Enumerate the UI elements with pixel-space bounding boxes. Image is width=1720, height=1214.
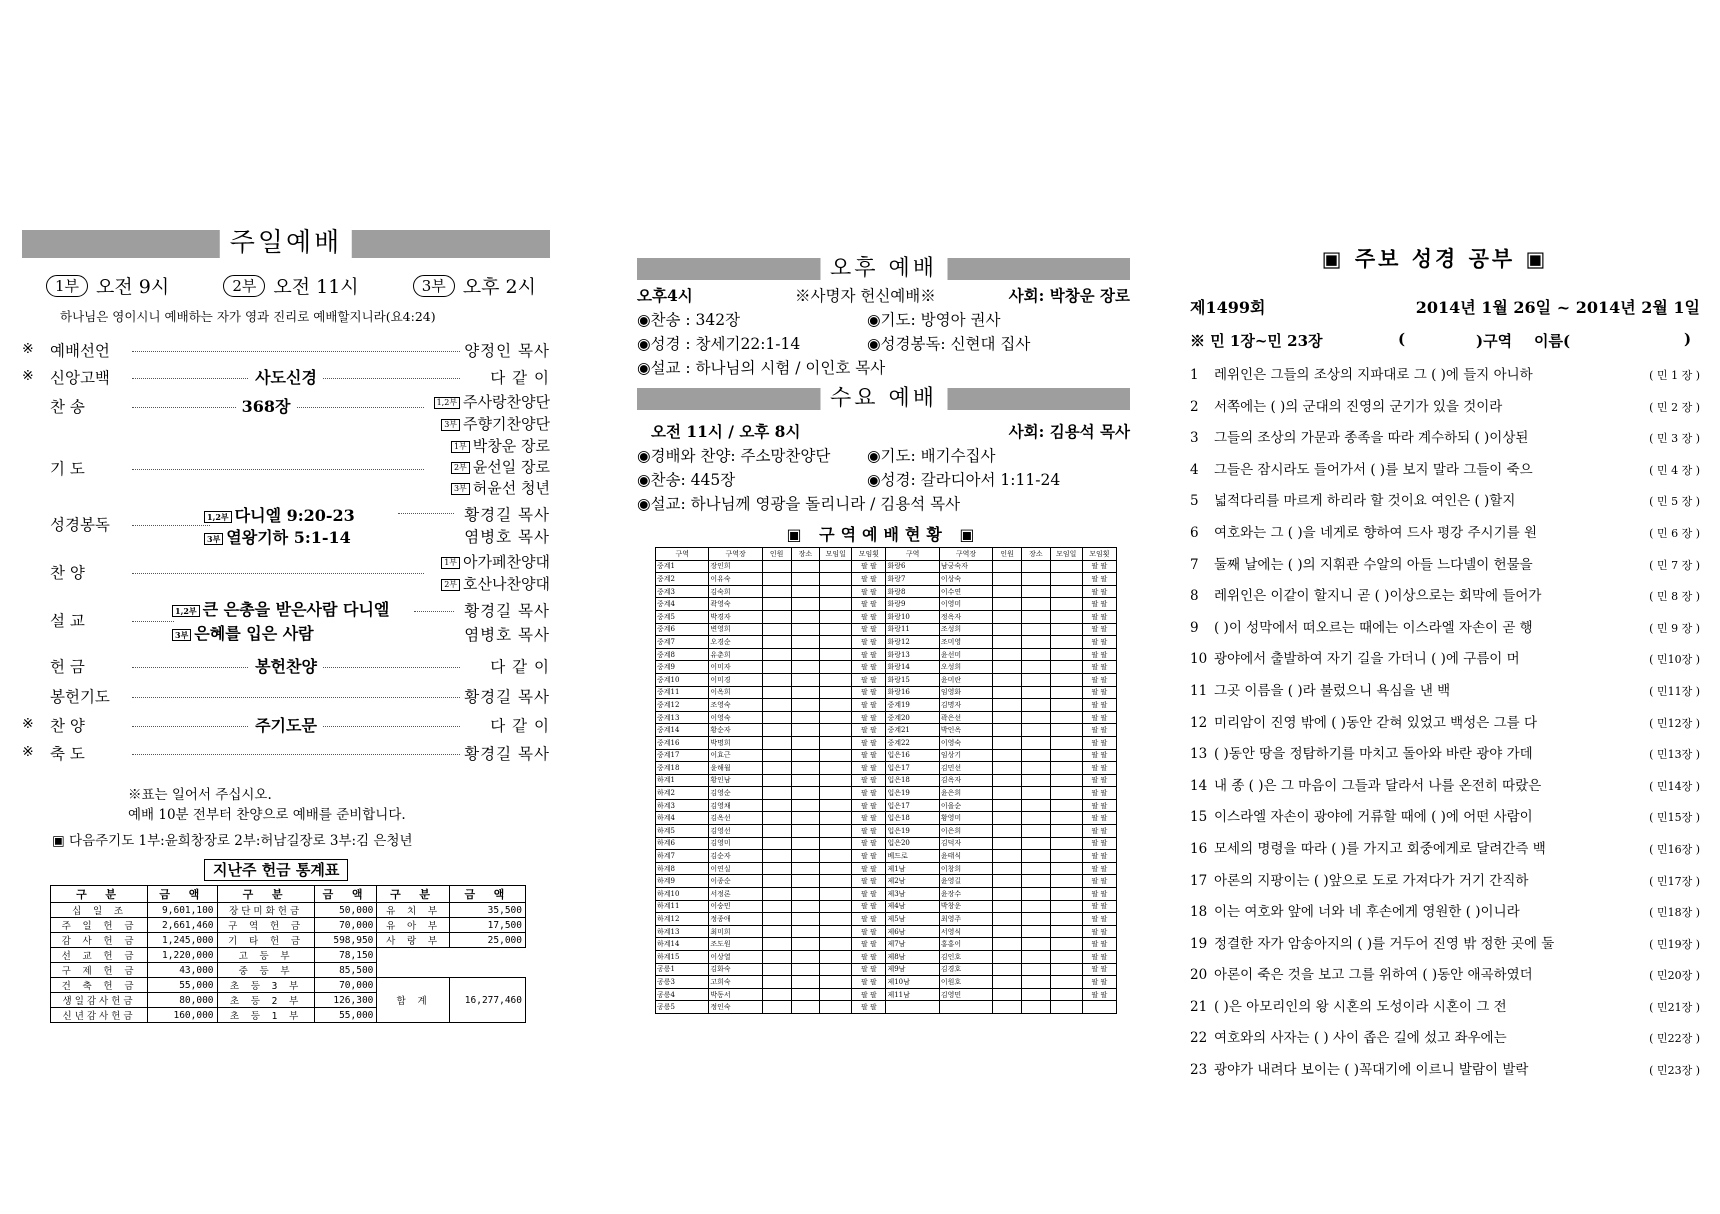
study-question: 16 모세의 명령을 따라 ( )를 가지고 회중에게로 달려간즉 백 ( 민16장 ): [1190, 840, 1700, 857]
study-question: 17 아론의 지팡이는 ( )앞으로 도로 가져다가 거기 간직하 ( 민17장 ): [1190, 872, 1700, 889]
theme-verse: 하나님은 영이시니 예배하는 자가 영과 진리로 예배할지니라(요4:24): [60, 309, 436, 324]
offering-stats-table: 구 분 금 액 구 분 금 액 구 분 금 액 십 일 조 9,601,100 장단미화헌금 50,000 유 치 부 35,500 주 일 헌 금 2,661,460 구 역 헌 금 70,000 유 아 부 17,500 감 사 헌 금 1,245,000 기 타 헌 금 598,950 사 랑 부 25,000 선 교 헌 금 1,220,000 고 등 부 78,150 구 제 헌 금 43,000 중 등 부 85,500 건 축 헌 금 55,000 초 등 3 부 70,000 합 계 16,277,460 생일감사헌금 80,000 초 등 2 부 126,300 신년감사헌금 160,000 초 등 1 부 55,000: [50, 885, 526, 1023]
study-question: 21 ( )은 아모리인의 왕 시혼의 도성이라 시혼이 그 전 ( 민21장 ): [1190, 998, 1700, 1015]
stats-row: 선 교 헌 금 1,220,000 고 등 부 78,150: [51, 948, 526, 963]
name-field: 이름(: [1534, 332, 1571, 350]
sunday-banner: [22, 230, 550, 258]
study-question: 1 레위인은 그들의 조상의 지파대로 그 ( )에 들지 아니하 ( 민 1 장 ): [1190, 367, 1700, 383]
next-week-prayer: ▣ 다음주기도 1부:윤희창장로 2부:허남길장로 3부:김 은청년: [52, 833, 413, 849]
wednesday-banner: [637, 388, 1130, 410]
study-question: 10 광야에서 출발하여 자기 길을 가더니 ( )에 구름이 머 ( 민10장 ): [1190, 651, 1700, 668]
group-row: 중계18 윤해월 팔 팔 입은17 김민선 팔 팔: [656, 762, 1117, 775]
study-question: 5 넓적다리를 마르게 하리라 할 것이요 여인은 ( )할지 ( 민 5 장 ): [1190, 493, 1700, 510]
group-row: 중계1 장인희 팔 팔 화랑6 남궁숙자 팔 팔: [656, 560, 1117, 573]
sunday-title: 주일예배: [220, 226, 352, 260]
order-row: ※ 찬 양 주기도문 다 같 이: [22, 716, 550, 735]
wednesday-time: 오전 11시 / 오후 8시: [651, 422, 801, 441]
notes: ※표는 일어서 주십시오. 예배 10분 전부터 찬양으로 예배를 준비합니다.: [128, 787, 406, 823]
study-question: 8 레위인은 이같이 할지니 곧 ( )이상으로는 회막에 들어가 ( 민 8 장 ): [1190, 588, 1700, 605]
study-range: ※ 민 1장~민 23장: [1190, 332, 1323, 350]
group-row: 중계8 유춘희 팔 팔 화랑13 윤선미 팔 팔: [656, 648, 1117, 661]
study-question: 7 둘째 날에는 ( )의 지휘관 수알의 아들 느다넬이 헌물을 ( 민 7 장 ): [1190, 556, 1700, 573]
group-row: 하계3 김영채 팔 팔 입은17 이을순 팔 팔: [656, 799, 1117, 812]
group-row: 중계10 이미경 팔 팔 화랑15 윤미란 팔 팔: [656, 673, 1117, 686]
order-of-worship: [22, 337, 550, 767]
group-row: 중계3 김숙희 팔 팔 화랑8 이수연 팔 팔: [656, 585, 1117, 598]
afternoon-banner: [637, 258, 1130, 280]
study-question: 9 ( )이 성막에서 떠오르는 때에는 이스라엘 자손이 곧 행 ( 민 9 장 ): [1190, 619, 1700, 636]
group-row: 중계9 이미자 팔 팔 화랑14 오성희 팔 팔: [656, 661, 1117, 674]
study-question: 18 이는 여호와 앞에 너와 네 후손에게 영원한 ( )이니라 ( 민18장 ): [1190, 904, 1700, 921]
order-row: 설 교 1,2부 큰 은총을 받은사람 다니엘 3부 은혜를 입은 사람 황경길 목사 염병호 목사: [50, 600, 550, 644]
issue-number: 제1499회: [1190, 298, 1266, 317]
stats-row: 십 일 조 9,601,100 장단미화헌금 50,000 유 치 부 35,500: [51, 903, 526, 918]
stats-row: 생일감사헌금 80,000 초 등 2 부 126,300: [51, 993, 526, 1008]
afternoon-host: 사회: 박창운 장로: [1008, 286, 1130, 305]
group-row: 공릉3 고희숙 팔 팔 제10남 이원호 팔 팔: [656, 976, 1117, 989]
group-row: 하계9 이종순 팔 팔 제2남 윤영길 팔 팔: [656, 875, 1117, 888]
study-question: 11 그곳 이름을 ( )라 불렀으니 욕심을 낸 백 ( 민11장 ): [1190, 682, 1700, 699]
afternoon-title: 오후 예배: [820, 256, 947, 282]
group-row: 하계2 김영순 팔 팔 입은19 윤은희 팔 팔: [656, 787, 1117, 800]
stats-row: 주 일 헌 금 2,661,460 구 역 헌 금 70,000 유 아 부 17,500: [51, 918, 526, 933]
group-worship-table: 구역 구역장 인원 장소 모임일 모임횟 구역 구역장 인원 장소 모임일 모임횟 중계1 장인희 팔 팔 화랑6 남궁숙자 팔 팔 중계2 이유숙 팔 팔 화랑7 이상숙 팔 팔 중계3 김숙희 팔 팔 화랑8 이수연 팔 팔 중계4 곽영숙 팔 팔 화랑9 이영미 팔 팔 중계5 박경자 팔 팔 화랑10 정옥자 팔 팔 중계6 변영희 팔 팔 화랑11 조성희 팔 팔 중계7 오경순 팔 팔 화랑12 조미영 팔 팔 중계8 유춘희 팔 팔 화랑13 윤선미 팔 팔 중계9 이미자 팔 팔 화랑14 오성희 팔 팔 중계10 이미경 팔 팔 화랑15 윤미란 팔 팔 중계11 이옥희 팔 팔 화랑16 임영화 팔 팔 중계12 조영숙 팔 팔 중계19 김명자 팔 팔 중계13 이영숙 팔 팔 중계20 곽은선 팔 팔 중계14 황순자 팔 팔 중계21 박인옥 팔 팔 중계16 박명희 팔 팔 중계22 이영숙 팔 팔 중계17 이효근 팔 팔 입은16 임상기 팔 팔 중계18 윤해월 팔 팔 입은17 김민선 팔 팔 하계1 황인남 팔 팔 입은18 김옥자 팔 팔 하계2 김영순 팔 팔 입은19 윤은희 팔 팔 하계3 김영채 팔 팔 입은17 이을순 팔 팔 하계4 김옥선 팔 팔 입은18 황영미 팔 팔 하계5 김영선 팔 팔 입은19 이은희 팔 팔 하계6 김영미 팔 팔 입은20 김덕자 팔 팔 하계7 김순자 팔 팔 베드로 윤태식 팔 팔 하계8 이연실 팔 팔 제1남 이창희 팔 팔 하계9 이종순 팔 팔 제2남 윤영길 팔 팔 하계10 서정론 팔 팔 제3남 윤장수 팔 팔 하계11 이숭민 팔 팔 제4남 박창운 팔 팔 하계12 정종애 팔 팔 제5남 최영주 팔 팔 하계13 최미희 팔 팔 제6남 서영식 팔 팔 하계14 조도원 팔 팔 제7남 홍홍이 팔 팔 하계15 이상열 팔 팔 제8남 김인호 팔 팔 공릉1 김화숙 팔 팔 제9남 김경호 팔 팔 공릉3 고희숙 팔 팔 제10남 이원호 팔 팔 공릉4 박동서 팔 팔 제11남 김영민 팔 팔 공릉5 정인숙 팔 팔: [655, 547, 1117, 1014]
order-row: 찬 송 368장 1,2부 주사랑찬양단 3부 주향기찬양단: [50, 393, 550, 433]
study-question: 19 정결한 자가 암송아지의 ( )를 거두어 진영 밖 정한 곳에 둘 ( 민19장 ): [1190, 935, 1700, 952]
group-row: 중계7 오경순 팔 팔 화랑12 조미영 팔 팔: [656, 636, 1117, 649]
offering-stats-title: 지난주 헌금 통계표: [204, 859, 348, 881]
service-time-3: 3부 오후 2시: [413, 272, 536, 299]
group-row: 공릉4 박동서 팔 팔 제11남 김영민 팔 팔: [656, 988, 1117, 1001]
service-times: [46, 272, 536, 299]
group-row: 중계12 조영숙 팔 팔 중계19 김명자 팔 팔: [656, 699, 1117, 712]
order-row: ※ 축 도 황경길 목사: [22, 744, 550, 763]
study-question: 23 광야가 내려다 보이는 ( )꼭대기에 이르니 발람이 발락 ( 민23장 ): [1190, 1062, 1700, 1079]
group-worship-title: ▣ 구역예배현황 ▣: [786, 525, 981, 544]
group-row: 중계11 이옥희 팔 팔 화랑16 임영화 팔 팔: [656, 686, 1117, 699]
study-question: 6 여호와는 그 ( )을 네게로 향하여 드사 평강 주시기를 원 ( 민 6 장 ): [1190, 524, 1700, 541]
afternoon-type: ※사명자 헌신예배※: [795, 287, 936, 305]
order-row: ※ 예배선언 양정인 목사: [22, 341, 550, 360]
group-row: 중계2 이유숙 팔 팔 화랑7 이상숙 팔 팔: [656, 573, 1117, 586]
bible-study-section: ▣ 주보 성경 공부 ▣ 제1499회 2014년 1월 26일 ~ 2014년 2월 1일 ※ 민 1장~민 23장 ( )구역 이름( ) 1 레위인은 그들의 조상의 지파대로 그 ( )에 들지 아니하 ( 민 1 장 ) 2 서쪽에는 ( )의 군대의 진영의 군기가 있을 것이라 ( 민 2 장 ) 3 그들의 조상의 가문과 종족을 따라 계수하되 ( )이상된 ( 민 3 장 ) 4 그들은 잠시라도 들어가서 ( )를 보지 말라 그들이 죽으 ( 민 4 장 ) 5 넓적다리를 마르게 하리라 할 것이요 여인은 ( )할지 ( 민 5 장 ) 6 여호와는 그 ( )을 네게로 향하여 드사 평강 주시기를 원 ( 민 6 장 ) 7 둘째 날에는 ( )의 지휘관 수알의 아들 느다넬이 헌물을 ( 민 7 장 ) 8 레위인은 이같이 할지니 곧 ( )이상으로는 회막에 들어가 ( 민 8 장 ) 9 ( )이 성막에서 떠오르는 때에는 이스라엘 자손이 곧 행 ( 민 9 장 ) 10 광야에서 출발하여 자기 길을 가더니 ( )에 구름이 머 ( 민10장 ) 11 그곳 이름을 ( )라 불렀으니 욕심을 낸 백 ( 민11장 ) 12 미리암이 진영 밖에 ( )동안 갇혀 있었고 백성은 그를 다 ( 민12장 ) 13 ( )동안 땅을 정탐하기를 마치고 돌아와 바란 광야 가데 ( 민13장 ) 14 내 종 ( )은 그 마음이 그들과 달라서 나를 온전히 따랐은 ( 민14장 ) 15 이스라엘 자손이 광야에 거류할 때에 ( )에 어떤 사람이 ( 민15장 ) 16 모세의 명령을 따라 ( )를 가지고 회중에게로 달려간즉 백 ( 민16장 ) 17 아론의 지팡이는 ( )앞으로 도로 가져다가 거기 간직하 ( 민17장 ) 18 이는 여호와 앞에 너와 네 후손에게 영원한 ( )이니라 ( 민18장 ) 19 정결한 자가 암송아지의 ( )를 거두어 진영 밖 정한 곳에 둘 ( 민19장 ) 20 아론이 죽은 것을 보고 그를 위하여 ( )동안 애곡하였더 ( 민20장 ) 21 ( )은 아모리인의 왕 시혼의 도성이라 시혼이 그 전 ( 민21장 ) 22 여호와의 사자는 ( ) 사이 좁은 길에 섰고 좌우에는 ( 민22장 ) 23 광야가 내려다 보이는 ( )꼭대기에 이르니 발람이 발락 ( 민23장 ): [1190, 243, 1700, 1087]
group-row: 중계5 박경자 팔 팔 화랑10 정옥자 팔 팔: [656, 610, 1117, 623]
study-question: 12 미리암이 진영 밖에 ( )동안 갇혀 있었고 백성은 그를 다 ( 민12장 ): [1190, 714, 1700, 731]
service-time-2: 2부 오전 11시: [223, 272, 358, 299]
stats-row: 감 사 헌 금 1,245,000 기 타 헌 금 598,950 사 랑 부 25,000: [51, 933, 526, 948]
question-list: [1190, 360, 1700, 1087]
stats-row: 구 제 헌 금 43,000 중 등 부 85,500: [51, 963, 526, 978]
afternoon-time: 오후4시: [637, 286, 693, 305]
group-row: 하계8 이연실 팔 팔 제1남 이창희 팔 팔: [656, 862, 1117, 875]
group-row: 중계13 이영숙 팔 팔 중계20 곽은선 팔 팔: [656, 711, 1117, 724]
group-row: 중계4 곽영숙 팔 팔 화랑9 이영미 팔 팔: [656, 598, 1117, 611]
study-dates: 2014년 1월 26일 ~ 2014년 2월 1일: [1415, 298, 1700, 317]
district-field: )구역: [1476, 332, 1513, 350]
group-row: 공릉1 김화숙 팔 팔 제9남 김경호 팔 팔: [656, 963, 1117, 976]
study-question: 13 ( )동안 땅을 정탐하기를 마치고 돌아와 바란 광야 가데 ( 민13장 ): [1190, 746, 1700, 763]
study-question: 15 이스라엘 자손이 광야에 거류할 때에 ( )에 어떤 사람이 ( 민15장 ): [1190, 809, 1700, 826]
group-row: 하계5 김영선 팔 팔 입은19 이은희 팔 팔: [656, 825, 1117, 838]
study-question: 4 그들은 잠시라도 들어가서 ( )를 보지 말라 그들이 죽으 ( 민 4 장 ): [1190, 461, 1700, 478]
order-row: 찬 양 1부 아가페찬양대 2부 호산나찬양대: [50, 553, 550, 593]
group-row: 하계13 최미희 팔 팔 제6남 서영식 팔 팔: [656, 925, 1117, 938]
order-row: 기 도 1부 박창운 장로 2부 윤선일 장로 3부 허윤선 청년: [50, 437, 550, 497]
weekday-worship-section: 오후 예배 오후4시 ※사명자 헌신예배※ 사회: 박창운 장로 ◉찬송 : 342장 ◉기도: 방영아 권사 ◉성경 : 창세기22:1-14 ◉성경봉독: 신현대 집사 ◉설교 : 하나님의 시험 / 이인호 목사 수요 예배 오전 11시 / 오후 8시 사회: 김용석 목사 ◉경배와 찬양: 주소망찬양단 ◉기도: 배기수집사 ◉찬송: 445장 ◉성경: 갈라디아서 1:11-24 ◉설교: 하나님께 영광을 돌리니라 / 김용석 목사 ▣ 구역예배현황 ▣ 구역 구역장 인원 장소 모임일 모임횟 구역 구역장 인원 장소 모임일 모임횟 중계1 장인희 팔 팔 화랑6 남궁숙자 팔 팔 중계2 이유숙 팔 팔 화랑7 이상숙 팔 팔 중계3 김숙희 팔 팔 화랑8 이수연 팔 팔 중계4 곽영숙 팔 팔 화랑9 이영미 팔 팔 중계5 박경자 팔 팔 화랑10 정옥자 팔 팔 중계6 변영희 팔 팔 화랑11 조성희 팔 팔 중계7 오경순 팔 팔 화랑12 조미영 팔 팔 중계8 유춘희 팔 팔 화랑13 윤선미 팔 팔 중계9 이미자 팔 팔 화랑14 오성희 팔 팔 중계10 이미경 팔 팔 화랑15 윤미란 팔 팔 중계11 이옥희 팔 팔 화랑16 임영화 팔 팔 중계12 조영숙 팔 팔 중계19 김명자 팔 팔 중계13 이영숙 팔 팔 중계20 곽은선 팔 팔 중계14 황순자 팔 팔 중계21 박인옥 팔 팔 중계16 박명희 팔 팔 중계22 이영숙 팔 팔 중계17 이효근 팔 팔 입은16 임상기 팔 팔 중계18 윤해월 팔 팔 입은17 김민선 팔 팔 하계1 황인남 팔 팔 입은18 김옥자 팔 팔 하계2 김영순 팔 팔 입은19 윤은희 팔 팔 하계3 김영채 팔 팔 입은17 이을순 팔 팔 하계4 김옥선 팔 팔 입은18 황영미 팔 팔 하계5 김영선 팔 팔 입은19 이은희 팔 팔 하계6 김영미 팔 팔 입은20 김덕자 팔 팔 하계7 김순자 팔 팔 베드로 윤태식 팔 팔 하계8 이연실 팔 팔 제1남 이창희 팔 팔 하계9 이종순 팔 팔 제2남 윤영길 팔 팔 하계10 서정론 팔 팔 제3남 윤장수 팔 팔 하계11 이숭민 팔 팔 제4남 박창운 팔 팔 하계12 정종애 팔 팔 제5남 최영주 팔 팔 하계13 최미희 팔 팔 제6남 서영식 팔 팔 하계14 조도원 팔 팔 제7남 홍홍이 팔 팔 하계15 이상열 팔 팔 제8남 김인호 팔 팔 공릉1 김화숙 팔 팔 제9남 김경호 팔 팔 공릉3 고희숙 팔 팔 제10남 이원호 팔 팔 공릉4 박동서 팔 팔 제11남 김영민 팔 팔 공릉5 정인숙 팔 팔: [637, 230, 1130, 1014]
group-row: 하계4 김옥선 팔 팔 입은18 황영미 팔 팔: [656, 812, 1117, 825]
stats-row: 신년감사헌금 160,000 초 등 1 부 55,000: [51, 1008, 526, 1023]
service-time-1: 1부 오전 9시: [46, 272, 169, 299]
study-title: ▣ 주보 성경 공부 ▣: [1321, 246, 1549, 271]
stats-row: 건 축 헌 금 55,000 초 등 3 부 70,000 합 계 16,277,460: [51, 978, 526, 993]
group-row: 중계6 변영희 팔 팔 화랑11 조성희 팔 팔: [656, 623, 1117, 636]
sunday-worship-section: [22, 230, 550, 1023]
study-question: 14 내 종 ( )은 그 마음이 그들과 달라서 나를 온전히 따랐은 ( 민14장 ): [1190, 777, 1700, 794]
group-row: 하계12 정종애 팔 팔 제5남 최영주 팔 팔: [656, 913, 1117, 926]
study-question: 3 그들의 조상의 가문과 종족을 따라 계수하되 ( )이상된 ( 민 3 장 ): [1190, 430, 1700, 447]
study-question: 22 여호와의 사자는 ( ) 사이 좁은 길에 섰고 좌우에는 ( 민22장 ): [1190, 1030, 1700, 1047]
wednesday-title: 수요 예배: [820, 386, 947, 412]
group-row: 하계15 이상열 팔 팔 제8남 김인호 팔 팔: [656, 951, 1117, 964]
order-row: 봉헌기도 황경길 목사: [50, 688, 550, 706]
study-question: 20 아론이 죽은 것을 보고 그를 위하여 ( )동안 애곡하였더 ( 민20장 ): [1190, 967, 1700, 984]
group-row: 하계6 김영미 팔 팔 입은20 김덕자 팔 팔: [656, 837, 1117, 850]
wednesday-host: 사회: 김용석 목사: [1008, 422, 1130, 441]
order-row: 성경봉독 1,2부 다니엘 9:20-23 3부 열왕기하 5:1-14 황경길 목사 염병호 목사: [50, 506, 550, 547]
order-row: 헌 금 봉헌찬양 다 같 이: [50, 657, 550, 676]
study-question: 2 서쪽에는 ( )의 군대의 진영의 군기가 있을 것이라 ( 민 2 장 ): [1190, 398, 1700, 415]
group-row: 중계14 황순자 팔 팔 중계21 박인옥 팔 팔: [656, 724, 1117, 737]
group-row: 하계11 이숭민 팔 팔 제4남 박창운 팔 팔: [656, 900, 1117, 913]
group-row: 하계1 황인남 팔 팔 입은18 김옥자 팔 팔: [656, 774, 1117, 787]
group-row: 중계17 이효근 팔 팔 입은16 임상기 팔 팔: [656, 749, 1117, 762]
group-row: 하계7 김순자 팔 팔 베드로 윤태식 팔 팔: [656, 850, 1117, 863]
order-row: ※ 신앙고백 사도신경 다 같 이: [22, 368, 550, 387]
group-row: 공릉5 정인숙 팔 팔: [656, 1001, 1117, 1014]
group-row: 하계10 서정론 팔 팔 제3남 윤장수 팔 팔: [656, 888, 1117, 901]
group-row: 중계16 박명희 팔 팔 중계22 이영숙 팔 팔: [656, 736, 1117, 749]
group-row: 하계14 조도원 팔 팔 제7남 홍홍이 팔 팔: [656, 938, 1117, 951]
